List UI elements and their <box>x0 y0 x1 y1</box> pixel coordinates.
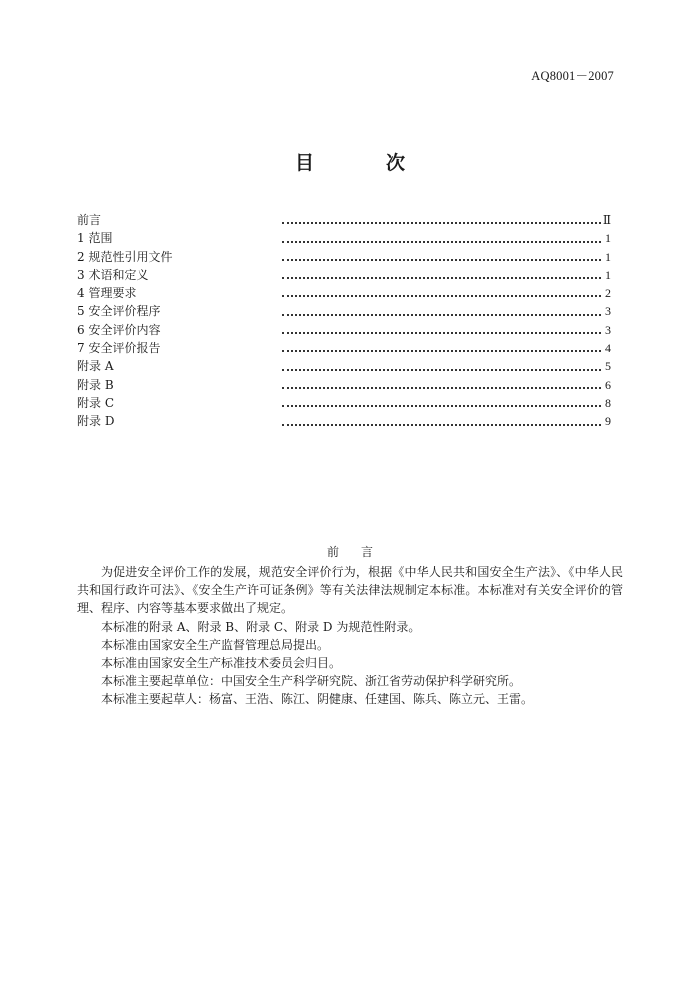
toc-entry-scope[interactable] <box>77 229 613 247</box>
toc-leader-dots <box>282 314 601 316</box>
preface-paragraph: 本标准由国家安全生产监督管理总局提出。 <box>101 637 330 652</box>
toc-leader-dots <box>282 369 601 371</box>
toc-entry-page: 9 <box>605 414 611 429</box>
toc-entry-evaluation-content[interactable] <box>77 321 613 339</box>
table-of-contents <box>77 211 613 431</box>
toc-title-part2: 次 <box>386 152 406 174</box>
toc-leader-dots <box>282 259 601 261</box>
toc-entry-page: Ⅱ <box>602 213 611 227</box>
toc-entry-page: 6 <box>605 377 611 392</box>
preface-paragraph: 本标准由国家安全生产标准技术委员会归目。 <box>101 656 342 671</box>
toc-entry-appendix-a[interactable] <box>77 357 613 375</box>
toc-entry-label: 4 管理要求 <box>77 286 137 301</box>
toc-entry-terms-definitions[interactable] <box>77 266 613 284</box>
toc-entry-evaluation-report[interactable] <box>77 339 613 357</box>
toc-leader-dots <box>282 387 601 389</box>
toc-entry-label: 5 安全评价程序 <box>77 304 161 319</box>
preface-paragraph: 本标准主要起草人：杨富、王浩、陈江、阴健康、任建国、陈兵、陈立元、王雷。 <box>101 692 534 707</box>
toc-title-part1: 目 <box>294 152 314 174</box>
preface-body <box>77 563 623 709</box>
toc-entry-page: 1 <box>605 267 611 282</box>
toc-entry-page: 5 <box>605 359 611 374</box>
toc-entry-management-requirements[interactable] <box>77 284 613 302</box>
toc-entry-label: 1 范围 <box>77 231 113 246</box>
preface-title-part1: 前 <box>326 545 339 559</box>
preface-paragraph: 为促进安全评价工作的发展，规范安全评价行为，根据《中华人民共和国安全生产法》、《中华人民共和国行政许可法》、《安全生产许可证条例》等有关法律法规制定本标准。本标准对有关安全评价的管理、程序、内容等基本要求做出了规定。 <box>77 565 623 616</box>
preface-title <box>0 543 700 560</box>
toc-leader-dots <box>282 424 601 426</box>
toc-entry-appendix-d[interactable] <box>77 412 613 430</box>
toc-leader-dots <box>282 332 601 334</box>
toc-entry-label: 7 安全评价报告 <box>77 341 161 356</box>
toc-entry-preface[interactable] <box>77 211 613 229</box>
toc-entry-page: 2 <box>605 286 611 301</box>
toc-leader-dots <box>282 405 601 407</box>
toc-entry-label: 附录 A <box>77 359 114 374</box>
toc-leader-dots <box>282 222 601 224</box>
toc-entry-page: 4 <box>605 341 611 356</box>
toc-entry-page: 1 <box>605 249 611 264</box>
toc-leader-dots <box>282 241 601 243</box>
toc-entry-label: 6 安全评价内容 <box>77 322 161 337</box>
standard-code: AQ8001－2007 <box>531 69 614 83</box>
toc-leader-dots <box>282 350 601 352</box>
toc-entry-page: 3 <box>605 304 611 319</box>
toc-entry-label: 2 规范性引用文件 <box>77 249 173 264</box>
toc-entry-normative-references[interactable] <box>77 248 613 266</box>
preface-title-part2: 言 <box>361 545 374 559</box>
toc-entry-page: 8 <box>605 395 611 410</box>
toc-title <box>0 148 700 175</box>
toc-leader-dots <box>282 295 601 297</box>
toc-entry-page: 1 <box>605 231 611 246</box>
toc-entry-label: 附录 C <box>77 395 114 410</box>
preface-paragraph: 本标准的附录 A、附录 B、附录 C、附录 D 为规范性附录。 <box>101 619 421 634</box>
toc-entry-label: 附录 D <box>77 414 115 429</box>
toc-entry-appendix-b[interactable] <box>77 376 613 394</box>
toc-leader-dots <box>282 277 601 279</box>
preface-paragraph: 本标准主要起草单位：中国安全生产科学研究院、浙江省劳动保护科学研究所。 <box>101 674 522 689</box>
toc-entry-label: 3 术语和定义 <box>77 267 149 282</box>
toc-entry-label: 附录 B <box>77 377 114 392</box>
toc-entry-label: 前言 <box>77 213 102 227</box>
toc-entry-page: 3 <box>605 322 611 337</box>
toc-entry-appendix-c[interactable] <box>77 394 613 412</box>
toc-entry-evaluation-procedure[interactable] <box>77 302 613 320</box>
